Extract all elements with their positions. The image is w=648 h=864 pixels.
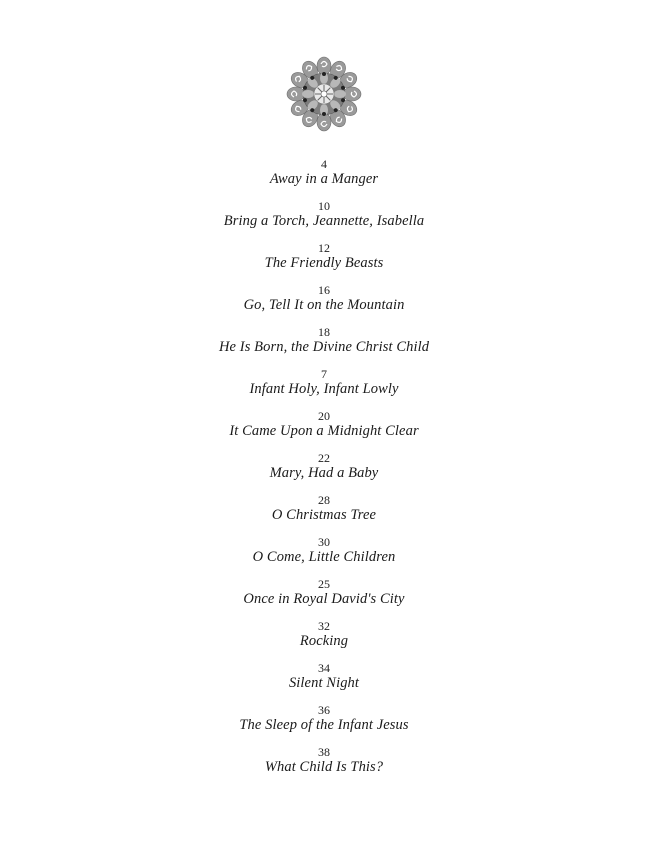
toc-page-number: 7 <box>321 367 327 381</box>
toc-song-title: Once in Royal David's City <box>243 591 405 607</box>
toc-song-title: Infant Holy, Infant Lowly <box>249 381 399 397</box>
toc-entry <box>0 200 648 242</box>
toc-song-title: The Sleep of the Infant Jesus <box>239 717 409 733</box>
toc-page-number: 32 <box>318 619 330 633</box>
toc-song-title: The Friendly Beasts <box>264 255 384 271</box>
toc-song-title: Mary, Had a Baby <box>269 465 379 481</box>
toc-page-number: 18 <box>318 325 330 339</box>
toc-song-title: What Child Is This? <box>264 759 384 775</box>
toc-song-title: O Christmas Tree <box>271 507 377 523</box>
toc-song-title: O Come, Little Children <box>252 549 396 565</box>
toc-entry <box>0 242 648 284</box>
toc-page-number: 25 <box>318 577 330 591</box>
toc-page-number: 28 <box>318 493 330 507</box>
toc-entry <box>0 410 648 452</box>
toc-page-number: 4 <box>321 157 327 171</box>
toc-entry <box>0 494 648 536</box>
toc-page-number: 30 <box>318 535 330 549</box>
toc-entry <box>0 620 648 662</box>
toc-song-title: Away in a Manger <box>269 171 379 187</box>
toc-song-title: It Came Upon a Midnight Clear <box>229 423 419 439</box>
toc-entry <box>0 326 648 368</box>
toc-entry <box>0 746 648 788</box>
toc-page-number: 16 <box>318 283 330 297</box>
toc-entry <box>0 536 648 578</box>
toc-page-number: 38 <box>318 745 330 759</box>
toc-entry <box>0 578 648 620</box>
toc-page-number: 22 <box>318 451 330 465</box>
toc-entry <box>0 284 648 326</box>
snowflake-wreath-icon <box>284 54 364 134</box>
toc-entry <box>0 158 648 200</box>
toc-page-number: 34 <box>318 661 330 675</box>
toc-entry <box>0 704 648 746</box>
toc-song-title: He Is Born, the Divine Christ Child <box>218 339 430 355</box>
toc-entry <box>0 368 648 410</box>
toc-page-number: 36 <box>318 703 330 717</box>
toc-song-title: Go, Tell It on the Mountain <box>243 297 405 313</box>
toc-song-title: Silent Night <box>288 675 360 691</box>
toc-page-number: 12 <box>318 241 330 255</box>
toc-song-title: Rocking <box>299 633 349 649</box>
toc-song-title: Bring a Torch, Jeannette, Isabella <box>223 213 425 229</box>
toc-entry <box>0 662 648 704</box>
table-of-contents <box>0 158 648 788</box>
toc-page-number: 10 <box>318 199 330 213</box>
toc-page-number: 20 <box>318 409 330 423</box>
toc-entry <box>0 452 648 494</box>
